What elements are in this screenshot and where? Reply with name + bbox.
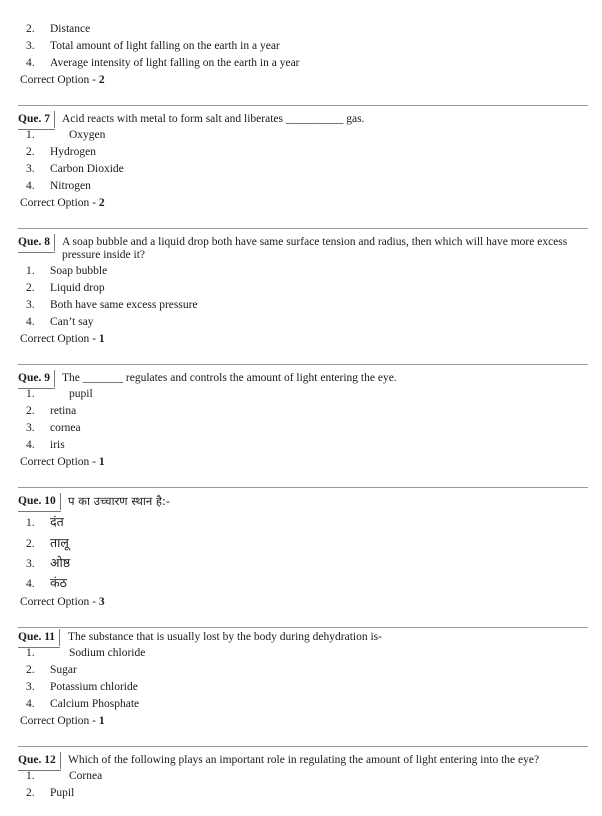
option-number: 2. — [26, 538, 35, 550]
option-number: 2. — [26, 664, 35, 676]
correct-option-label: Correct Option - — [20, 596, 99, 608]
option-text: Cornea — [69, 770, 103, 782]
option-number: 4. — [26, 57, 35, 69]
correct-option-label: Correct Option - — [20, 715, 99, 727]
option-number: 3. — [26, 681, 35, 693]
option-number: 3. — [26, 558, 35, 570]
option-number: 1. — [26, 129, 35, 141]
option-item — [26, 280, 105, 297]
option-item — [26, 297, 198, 314]
option-item — [26, 512, 64, 532]
option-text: cornea — [50, 422, 81, 434]
option-number: 4. — [26, 316, 35, 328]
correct-option-value: 1 — [98, 715, 105, 727]
option-item — [26, 21, 90, 38]
option-number: 3. — [26, 422, 35, 434]
question-text: A soap bubble and a liquid drop both have same surface tension and radius, then which will have more excess pressure inside it? — [62, 236, 568, 261]
option-text: Can’t say — [50, 316, 94, 328]
option-text: iris — [50, 439, 65, 451]
option-text: Calcium Phosphate — [50, 698, 140, 710]
question-number: Que. 10 — [18, 493, 61, 510]
option-item — [26, 386, 93, 403]
correct-option — [20, 195, 105, 212]
question-divider — [18, 487, 588, 488]
option-number: 2. — [26, 23, 35, 35]
option-number: 1. — [26, 265, 35, 277]
correct-option — [20, 72, 105, 89]
option-item — [26, 314, 94, 331]
option-text: Sugar — [50, 664, 77, 676]
option-item — [26, 785, 74, 802]
correct-option-label: Correct Option - — [20, 333, 99, 345]
question-text: The _______ regulates and controls the amount of light entering the eye. — [62, 372, 397, 384]
question-number: Que. 11 — [18, 629, 60, 646]
correct-option-value: 1 — [98, 333, 105, 345]
option-number: 3. — [26, 299, 35, 311]
option-item — [26, 553, 70, 573]
option-number: 4. — [26, 180, 35, 192]
option-text: Sodium chloride — [69, 647, 146, 659]
question-number: Que. 7 — [18, 111, 55, 128]
option-text: Carbon Dioxide — [50, 163, 124, 175]
option-text: ओष्ठ — [50, 555, 71, 570]
question-text: प का उच्चारण स्थान है:- — [68, 494, 170, 508]
option-text: Average intensity of light falling on the earth in a year — [50, 57, 300, 69]
correct-option-label: Correct Option - — [20, 197, 99, 209]
option-text: pupil — [69, 388, 93, 400]
option-item — [26, 645, 145, 662]
option-number: 4. — [26, 698, 35, 710]
option-item — [26, 178, 91, 195]
correct-option-value: 2 — [98, 74, 105, 86]
option-item — [26, 403, 76, 420]
option-text: Soap bubble — [50, 265, 108, 277]
question-number: Que. 9 — [18, 370, 55, 387]
option-number: 2. — [26, 787, 35, 799]
option-text: Pupil — [50, 787, 75, 799]
option-text: Both have same excess pressure — [50, 299, 198, 311]
option-number: 1. — [26, 647, 35, 659]
question-text: Which of the following plays an important role in regulating the amount of light entering into the eye? — [68, 754, 540, 766]
question-divider — [18, 364, 588, 365]
correct-option-value: 3 — [98, 596, 105, 608]
option-item — [26, 696, 139, 713]
option-text: Total amount of light falling on the earth in a year — [50, 40, 280, 52]
option-number: 1. — [26, 388, 35, 400]
option-item — [26, 662, 77, 679]
question-divider — [18, 627, 588, 628]
option-number: 2. — [26, 405, 35, 417]
option-item — [26, 127, 105, 144]
option-number: 1. — [26, 517, 35, 529]
question-text: Acid reacts with metal to form salt and liberates __________ gas. — [62, 113, 365, 125]
question-text: The substance that is usually lost by the body during dehydration is- — [68, 631, 382, 643]
correct-option-value: 1 — [98, 456, 105, 468]
question-divider — [18, 746, 588, 747]
correct-option — [20, 331, 105, 348]
question-number: Que. 8 — [18, 234, 55, 251]
option-item — [26, 533, 69, 553]
option-number: 1. — [26, 770, 35, 782]
question-number: Que. 12 — [18, 752, 61, 769]
question-divider — [18, 105, 588, 106]
option-item — [26, 768, 102, 785]
option-number: 3. — [26, 40, 35, 52]
correct-option-label: Correct Option - — [20, 456, 99, 468]
option-text: Potassium chloride — [50, 681, 138, 693]
option-number: 2. — [26, 146, 35, 158]
option-item — [26, 263, 107, 280]
option-item — [26, 161, 124, 178]
option-text: retina — [50, 405, 77, 417]
option-number: 2. — [26, 282, 35, 294]
correct-option-label: Correct Option - — [20, 74, 99, 86]
option-item — [26, 144, 96, 161]
option-text: कंठ — [50, 575, 67, 590]
option-item — [26, 573, 67, 593]
option-text: Nitrogen — [50, 180, 91, 192]
option-text: दंत — [50, 514, 64, 529]
correct-option — [20, 594, 105, 611]
option-text: तालू — [50, 535, 69, 550]
correct-option-value: 2 — [98, 197, 105, 209]
option-text: Hydrogen — [50, 146, 96, 158]
option-item — [26, 55, 300, 72]
correct-option — [20, 713, 105, 730]
option-number: 4. — [26, 578, 35, 590]
option-item — [26, 420, 81, 437]
option-text: Liquid drop — [50, 282, 105, 294]
option-item — [26, 679, 138, 696]
option-text: Distance — [50, 23, 91, 35]
correct-option — [20, 454, 105, 471]
option-text: Oxygen — [69, 129, 106, 141]
question-divider — [18, 228, 588, 229]
option-item — [26, 437, 65, 454]
option-number: 3. — [26, 163, 35, 175]
option-number: 4. — [26, 439, 35, 451]
option-item — [26, 38, 280, 55]
